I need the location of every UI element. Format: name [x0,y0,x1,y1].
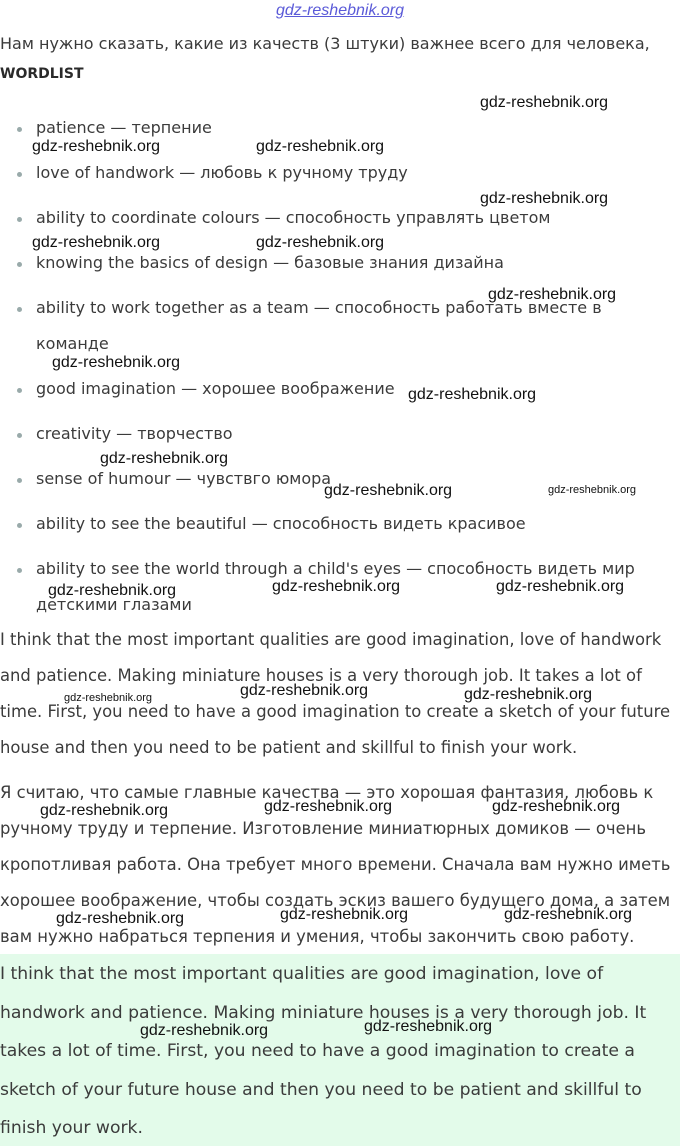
watermark: gdz-reshebnik.org [256,138,385,155]
watermark: gdz-reshebnik.org [100,450,229,467]
bullet-icon [17,262,22,267]
watermark: gdz-reshebnik.org [140,1022,269,1039]
list-item-continuation: команде [36,334,109,353]
bullet-icon [17,568,22,573]
watermark: gdz-reshebnik.org [480,94,609,111]
list-item: love of handwork — любовь к ручному труду [36,163,408,182]
watermark: gdz-reshebnik.org [64,692,153,704]
bullet-icon [17,217,22,222]
watermark: gdz-reshebnik.org [504,906,633,923]
list-item: patience — терпение [36,118,212,137]
watermark: gdz-reshebnik.org [32,138,161,155]
watermark: gdz-reshebnik.org [480,190,609,207]
watermark: gdz-reshebnik.org [364,1018,493,1035]
watermark: gdz-reshebnik.org [256,234,385,251]
bullet-icon [17,433,22,438]
bullet-icon [17,523,22,528]
list-item: good imagination — хорошее воображение [36,379,395,398]
bullet-icon [17,172,22,177]
list-item: knowing the basics of design — базовые знания дизайна [36,253,504,272]
site-header-link[interactable]: gdz-reshebnik.org [275,2,405,19]
watermark: gdz-reshebnik.org [240,682,369,699]
watermark: gdz-reshebnik.org [408,386,537,403]
bullet-icon [17,307,22,312]
list-item: ability to coordinate colours — способность управлять цветом [36,208,551,227]
watermark: gdz-reshebnik.org [492,798,621,815]
watermark: gdz-reshebnik.org [272,578,401,595]
intro-text: Нам нужно сказать, какие из качеств (3 штуки) важнее всего для человека, [0,34,650,53]
list-item: sense of humour — чувствго юмора [36,469,332,488]
list-item: creativity — творчество [36,424,233,443]
wordlist-heading: WORDLIST [0,66,84,82]
watermark: gdz-reshebnik.org [324,482,453,499]
answer-russian: Я считаю, что самые главные качества — это хорошая фантазия, любовь к ручному труду и терпение. Изготовление миниатюрных домиков — очень кропотливая работа. Она требует много времени. Сначала вам нужно иметь хорошее воображение, чтобы создать эскиз вашего будущего дома, а затем вам нужно набраться терпения и умения, чтобы закончить свою работу. [0,783,671,946]
highlighted-answer: I think that the most important qualities are good imagination, love of handwork and patience. Making miniature houses is a very thorough job. It takes a lot of time. First, you need to have a good imagination to create a sketch of your future house and then you need to be patient and skillful to finish your work. [0,964,647,1138]
watermark: gdz-reshebnik.org [52,354,181,371]
watermark: gdz-reshebnik.org [548,484,637,496]
watermark: gdz-reshebnik.org [264,798,393,815]
watermark: gdz-reshebnik.org [56,910,185,927]
watermark: gdz-reshebnik.org [280,906,409,923]
list-item-continuation: детскими глазами [36,595,192,614]
list-item: ability to see the world through a child's eyes — способность видеть мир [36,559,635,578]
list-item: ability to work together as a team — способность работать вместе в [36,298,602,317]
bullet-icon [17,388,22,393]
watermark: gdz-reshebnik.org [496,578,625,595]
watermark: gdz-reshebnik.org [488,286,617,303]
bullet-icon [17,127,22,132]
watermark: gdz-reshebnik.org [40,802,169,819]
watermark: gdz-reshebnik.org [464,686,593,703]
list-item: ability to see the beautiful — способность видеть красивое [36,514,526,533]
answer-english: I think that the most important qualities are good imagination, love of handwork and patience. Making miniature houses is a very thorough job. It takes a lot of time. First, you need to have a good imagination to create a sketch of your future house and then you need to be patient and skillful to finish your work. [0,630,671,757]
watermark: gdz-reshebnik.org [32,234,161,251]
bullet-icon [17,478,22,483]
watermark: gdz-reshebnik.org [48,582,177,599]
